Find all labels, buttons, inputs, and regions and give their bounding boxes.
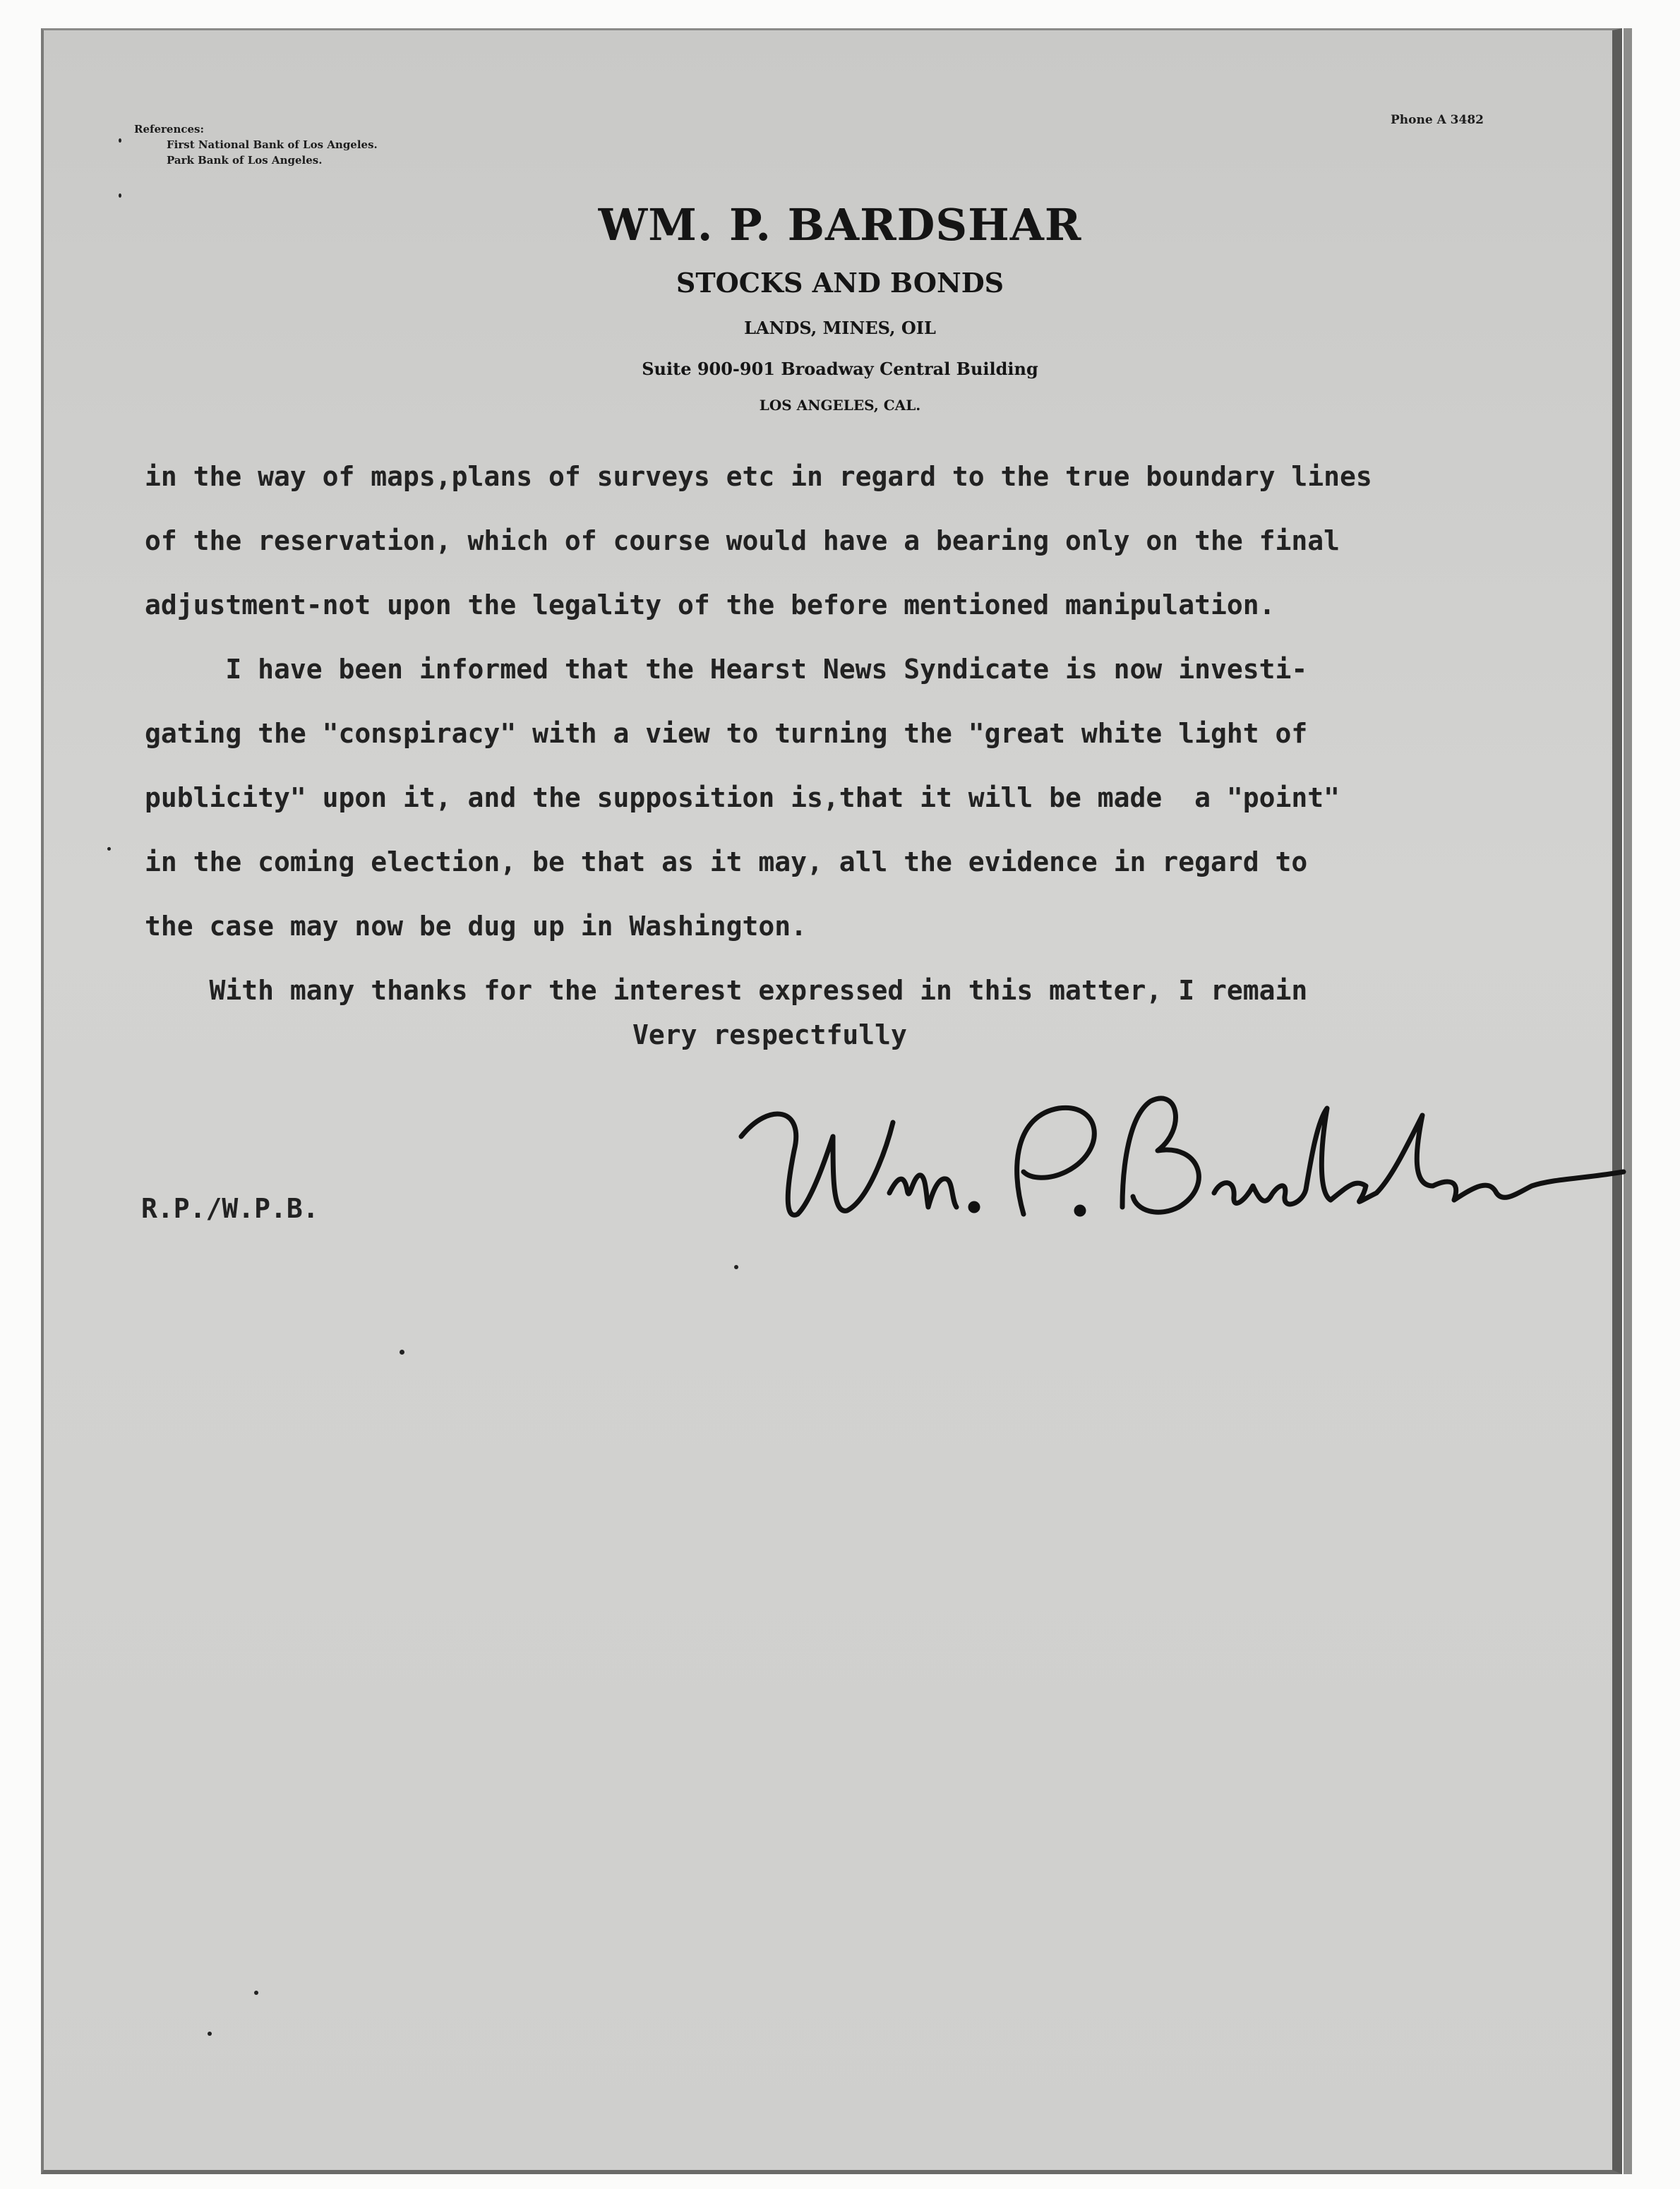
body-line: in the coming election, be that as it may, all the evidence in regard to bbox=[145, 846, 1308, 877]
letter-body bbox=[145, 445, 1592, 1023]
paper-speck bbox=[208, 2032, 212, 2036]
paper-speck bbox=[400, 1350, 404, 1355]
body-line: With many thanks for the interest expressed in this matter, I remain bbox=[145, 975, 1308, 1006]
reference-bank-2: Park Bank of Los Angeles. bbox=[167, 154, 323, 167]
typist-initials: R.P./W.P.B. bbox=[141, 1193, 319, 1224]
body-line: publicity" upon it, and the supposition is,that it will be made a "point" bbox=[145, 782, 1340, 813]
paper-speck bbox=[119, 193, 121, 198]
body-line: I have been informed that the Hearst News Syndicate is now investi- bbox=[145, 654, 1308, 685]
body-line: the case may now be dug up in Washington. bbox=[145, 911, 807, 942]
paper-speck bbox=[119, 138, 121, 143]
references-block bbox=[134, 121, 378, 168]
paper-speck bbox=[254, 1991, 258, 1995]
company-subtitle: STOCKS AND BONDS bbox=[676, 267, 1004, 299]
company-city: LOS ANGELES, CAL. bbox=[759, 397, 921, 414]
paper-speck bbox=[734, 1265, 738, 1269]
company-address: Suite 900-901 Broadway Central Building bbox=[642, 359, 1038, 379]
reference-bank-1: First National Bank of Los Angeles. bbox=[167, 138, 378, 151]
handwritten-signature bbox=[727, 1073, 1631, 1271]
business-lines: LANDS, MINES, OIL bbox=[744, 318, 936, 338]
body-line: of the reservation, which of course would have a bearing only on the final bbox=[145, 525, 1340, 556]
closing-phrase: Very respectfully bbox=[632, 1019, 907, 1050]
body-line: adjustment-not upon the legality of the before mentioned manipulation. bbox=[145, 589, 1276, 620]
body-line: gating the "conspiracy" with a view to turning the "great white light of bbox=[145, 718, 1308, 749]
paper-speck bbox=[107, 847, 111, 851]
phone-number: Phone A 3482 bbox=[1391, 113, 1484, 127]
references-heading: References: bbox=[134, 123, 205, 136]
company-name: WM. P. BARDSHAR bbox=[598, 199, 1082, 251]
body-line: in the way of maps,plans of surveys etc in regard to the true boundary lines bbox=[145, 461, 1372, 492]
